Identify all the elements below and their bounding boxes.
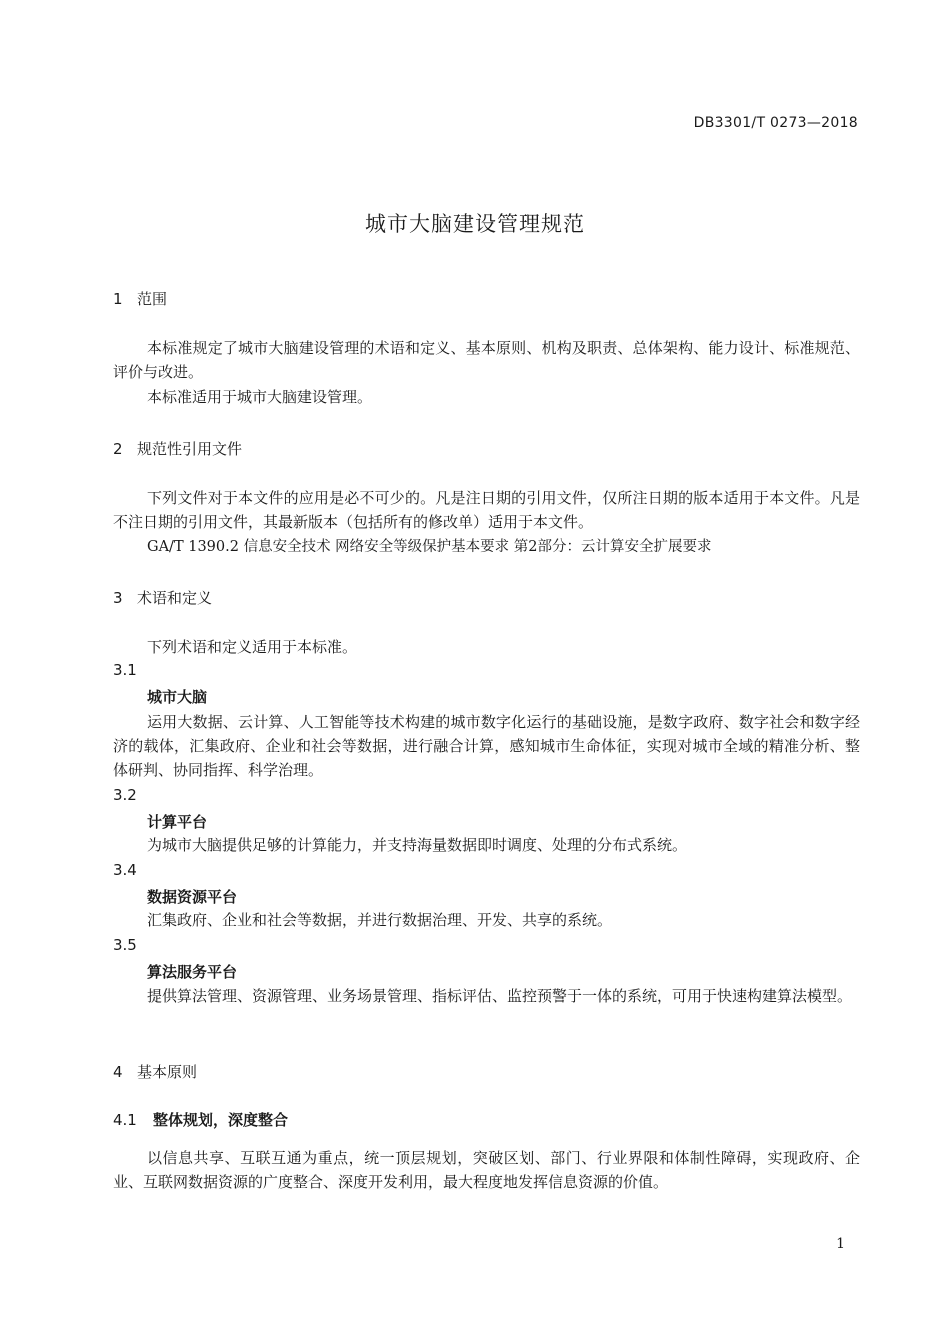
section-heading-terms-definitions: [113, 587, 212, 608]
section-number: 2: [113, 440, 123, 458]
term-definition: 汇集政府、企业和社会等数据，并进行数据治理、开发、共享的系统。: [147, 911, 613, 929]
reference-entry: GA/T 1390.2 信息安全技术 网络安全等级保护基本要求 第2部分：云计算安全扩展要求: [147, 539, 712, 555]
subsection-title: 整体规划，深度整合: [153, 1111, 289, 1129]
subsection-heading: [113, 1109, 288, 1130]
term-definition: 为城市大脑提供足够的计算能力，并支持海量数据即时调度、处理的分布式系统。: [147, 836, 688, 854]
paragraph: 本标准适用于城市大脑建设管理。: [147, 388, 373, 406]
section-number: 1: [113, 290, 123, 308]
section-title: 规范性引用文件: [137, 440, 243, 458]
subsection-number: 4.1: [113, 1111, 137, 1129]
term-definition: 提供算法管理、资源管理、业务场景管理、指标评估、监控预警于一体的系统，可用于快速构建算法模型。: [147, 987, 853, 1005]
paragraph: 下列文件对于本文件的应用是必不可少的。凡是注日期的引用文件，仅所注日期的版本适用于本文件。凡是不注日期的引用文件，其最新版本（包括所有的修改单）适用于本文件。: [113, 489, 860, 531]
term-definition: 运用大数据、云计算、人工智能等技术构建的城市数字化运行的基础设施，是数字政府、数字社会和数字经济的载体，汇集政府、企业和社会等数据，进行融合计算，感知城市生命体征，实现对城市全域的精准分析、整体研判、协同指挥、科学治理。: [113, 713, 860, 779]
section-heading-basic-principles: [113, 1061, 197, 1082]
section-number: 4: [113, 1063, 123, 1081]
term-number: 3.4: [113, 861, 137, 879]
term-name: 算法服务平台: [147, 963, 238, 981]
section-heading-scope: [113, 288, 167, 309]
section-title: 范围: [137, 290, 168, 308]
paragraph: 下列术语和定义适用于本标准。: [147, 638, 358, 656]
section-number: 3: [113, 589, 123, 607]
section-title: 基本原则: [137, 1063, 198, 1081]
term-number: 3.5: [113, 936, 137, 954]
term-name: 城市大脑: [147, 688, 208, 706]
section-title: 术语和定义: [137, 589, 213, 607]
term-number: 3.2: [113, 786, 137, 804]
paragraph: 本标准规定了城市大脑建设管理的术语和定义、基本原则、机构及职责、总体架构、能力设计、标准规范、评价与改进。: [113, 339, 860, 381]
term-number: 3.1: [113, 661, 137, 679]
section-heading-normative-references: [113, 438, 242, 459]
term-name: 数据资源平台: [147, 888, 238, 906]
page-number: 1: [836, 1236, 845, 1252]
standard-code: DB3301/T 0273—2018: [693, 115, 858, 131]
term-name: 计算平台: [147, 813, 208, 831]
paragraph: 以信息共享、互联互通为重点，统一顶层规划，突破区划、部门、行业界限和体制性障碍，实现政府、企业、互联网数据资源的广度整合、深度开发利用，最大程度地发挥信息资源的价值。: [113, 1149, 860, 1191]
document-title: 城市大脑建设管理规范: [365, 212, 585, 236]
